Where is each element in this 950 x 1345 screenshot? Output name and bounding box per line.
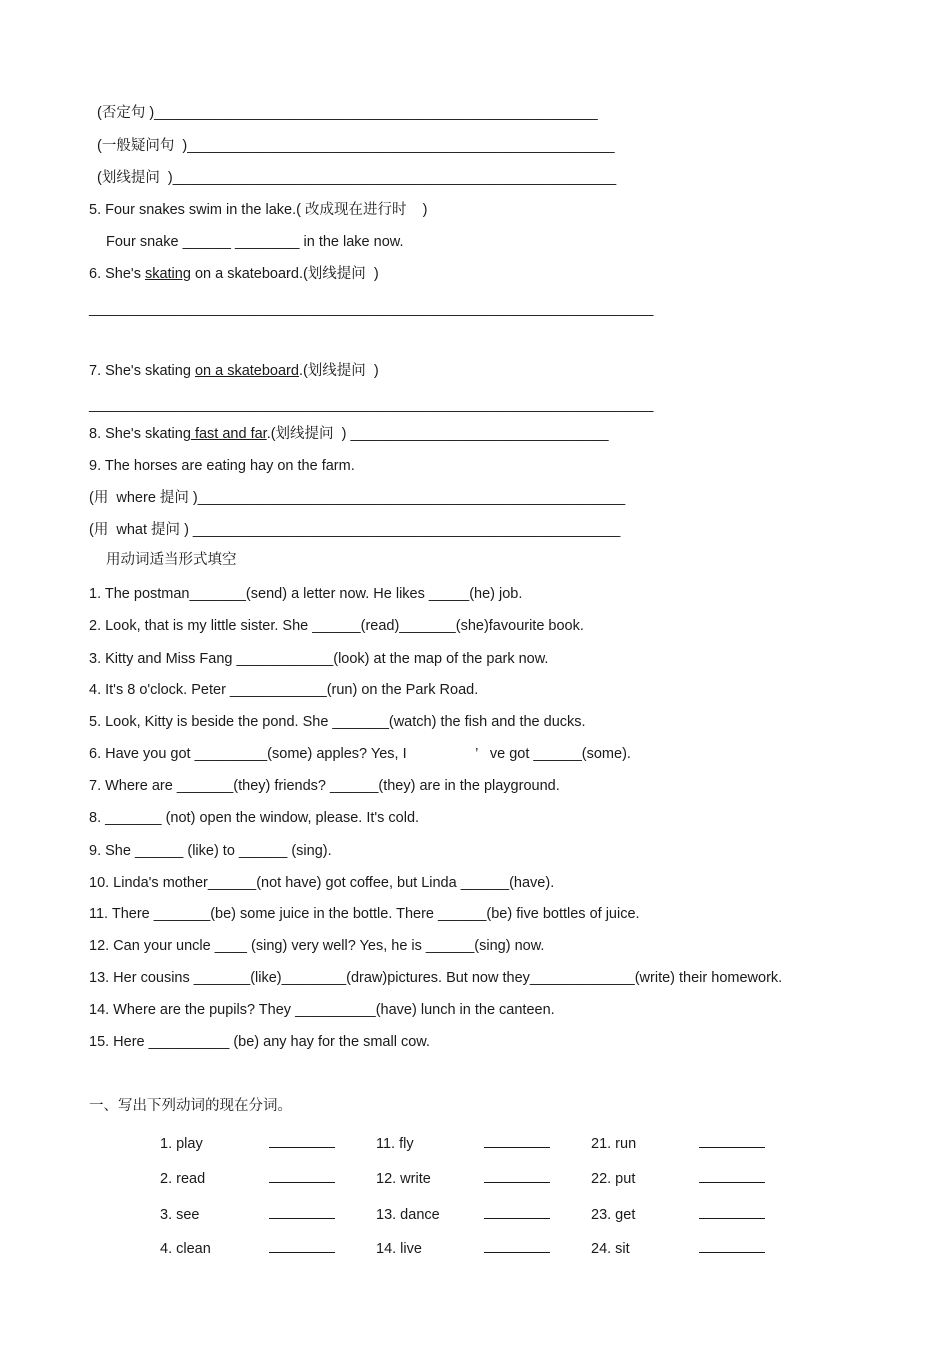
q5-title: 5. Four snakes swim in the lake.( 改成现在进行时 ) [89,202,428,218]
verb-item-1: 1. The postman_______(send) a letter now. He likes _____(he) job. [89,586,523,602]
answer-blank[interactable] [699,1182,765,1183]
verb-item-15: 15. Here __________ (be) any hay for the small cow. [89,1034,430,1050]
verb-item-4: 4. It's 8 o'clock. Peter ____________(run) on the Park Road. [89,682,479,698]
verb-item-9: 9. She ______ (like) to ______ (sing). [89,843,332,859]
answer-blank[interactable] [269,1182,335,1183]
q6-title: 6. She's skating on a skateboard.(划线提问 ) [89,266,379,282]
participle-word: 3. see [160,1207,200,1223]
answer-blank[interactable] [269,1252,335,1253]
negative-line: (否定句 )_______________________________________________________ [97,105,598,121]
answer-blank[interactable] [484,1147,550,1148]
verb-item-10: 10. Linda's mother______(not have) got coffee, but Linda ______(have). [89,875,555,891]
answer-blank[interactable] [699,1218,765,1219]
answer-blank[interactable] [269,1218,335,1219]
participle-word: 13. dance [376,1207,440,1223]
q7-answer-line: ______________________________________________________________________ [89,397,654,413]
verb-item-5: 5. Look, Kitty is beside the pond. She _______(watch) the fish and the ducks. [89,714,586,730]
q7-underlined: on a skateboard [194,363,299,379]
q9-what: (用 what 提问 ) _____________________________________________________ [89,522,621,538]
underline-question-line: (划线提问 )_______________________________________________________ [97,170,617,186]
verbs-heading: 用动词适当形式填空 [106,552,237,568]
participle-word: 22. put [591,1171,636,1187]
verb-item-13: 13. Her cousins _______(like)________(draw)pictures. But now they_____________(write) their homework. [89,970,783,986]
q8-title: 8. She's skating fast and far.(划线提问 ) ________________________________ [89,426,609,442]
q5-answer: Four snake ______ ________ in the lake now. [106,234,404,250]
participle-word: 14. live [376,1241,422,1257]
participle-word: 24. sit [591,1241,630,1257]
participle-word: 12. write [376,1171,431,1187]
participle-word: 23. get [591,1207,636,1223]
participle-word: 21. run [591,1136,637,1152]
q9-title: 9. The horses are eating hay on the farm. [89,458,355,474]
verb-item-2: 2. Look, that is my little sister. She ______(read)_______(she)favourite book. [89,618,584,634]
q7-title: 7. She's skating on a skateboard.(划线提问 ) [89,363,379,379]
verb-item-14: 14. Where are the pupils? They __________(have) lunch in the canteen. [89,1002,555,1018]
verb-item-8: 8. _______ (not) open the window, please. It's cold. [89,810,420,826]
verb-item-12: 12. Can your uncle ____ (sing) very well? Yes, he is ______(sing) now. [89,938,545,954]
q8-underlined: fast and far [190,426,267,442]
verb-item-6: 6. Have you got _________(some) apples? Yes, I ’ ve got ______(some). [89,746,631,762]
general-question-line: (一般疑问句 )_____________________________________________________ [97,138,615,154]
participle-word: 1. play [160,1136,203,1152]
answer-blank[interactable] [269,1147,335,1148]
q9-where: (用 where 提问 )_____________________________________________________ [89,490,626,506]
verb-item-3: 3. Kitty and Miss Fang ____________(look) at the map of the park now. [89,651,549,667]
answer-blank[interactable] [484,1218,550,1219]
participle-word: 2. read [160,1171,206,1187]
verb-item-11: 11. There _______(be) some juice in the bottle. There ______(be) five bottles of juice. [89,906,640,922]
answer-blank[interactable] [484,1182,550,1183]
participle-word: 4. clean [160,1241,211,1257]
verb-item-7: 7. Where are _______(they) friends? ______(they) are in the playground. [89,778,560,794]
participles-heading: 一、写出下列动词的现在分词。 [89,1098,292,1114]
answer-blank[interactable] [484,1252,550,1253]
q6-underlined: skating [144,266,191,282]
q6-answer-line: ______________________________________________________________________ [89,301,654,317]
answer-blank[interactable] [699,1147,765,1148]
answer-blank[interactable] [699,1252,765,1253]
participle-word: 11. fly [376,1136,414,1152]
